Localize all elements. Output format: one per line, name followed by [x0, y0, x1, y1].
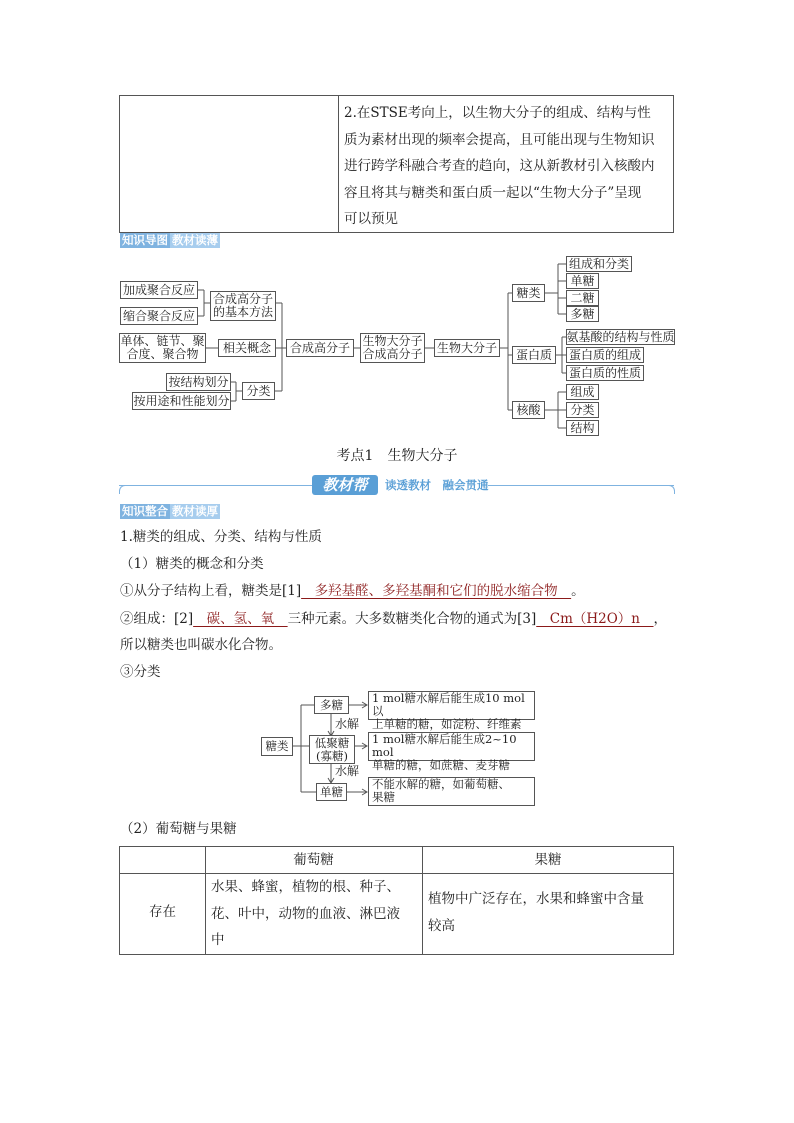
box-line: 合成高分子: [362, 347, 423, 361]
banner-subtitle: 读透教材 融会贯通: [385, 478, 489, 492]
col-header-glucose: 葡萄糖: [293, 852, 334, 868]
paragraph-classification: ③分类: [120, 664, 161, 680]
desc-line: 1 mol糖水解后能生成2~10 mol: [372, 732, 517, 759]
box-line: 低聚糖: [314, 735, 350, 750]
col-header-fructose: 果糖: [534, 852, 562, 868]
glucose-fructose-table: [119, 846, 674, 955]
answer-3: Cm（H2O）n: [536, 611, 654, 627]
polysaccharide-box: 多糖: [314, 696, 349, 714]
text: 三种元素。大多数糖类化合物的通式为[3]: [287, 611, 537, 627]
heading-3: （2）葡萄糖与果糖: [120, 821, 237, 837]
classify-box: 分类: [242, 382, 275, 400]
answer-1: 多羟基醛、多羟基酮和它们的脱水缩合物: [301, 583, 572, 599]
monosaccharide-box: 单糖: [316, 783, 347, 801]
oligosaccharide-desc: [368, 732, 535, 772]
sugar-item: 二糖: [566, 290, 599, 306]
text: ，: [653, 611, 668, 627]
sugar-item: 单糖: [566, 273, 599, 289]
section-title: 考点1 生物大分子: [336, 448, 458, 464]
desc-line: 上单糖的糖，如淀粉、纤维素: [372, 717, 522, 731]
monosaccharide-desc: [368, 777, 535, 806]
banner-title: 教材帮: [312, 475, 378, 495]
box-line: 合成高分子: [212, 292, 273, 306]
cell-line: 2.在STSE考向上，以生物大分子的组成、结构与性: [344, 105, 651, 121]
polysaccharide-desc: [368, 691, 535, 731]
box-line: 合度、聚合物: [126, 347, 199, 361]
cell-line: 较高: [428, 918, 455, 934]
cell-line: 可以预见: [344, 211, 398, 227]
tag-part-a: 知识整合: [122, 504, 168, 518]
protein-item: 蛋白质的组成: [566, 347, 644, 363]
nucleic-item: 分类: [566, 402, 599, 418]
text: 。: [571, 583, 585, 599]
protein-item: 蛋白质的性质: [566, 365, 644, 381]
text: ①从分子结构上看，糖类是[1]: [120, 583, 302, 599]
desc-line: 不能水解的糖，如葡萄糖、: [372, 777, 510, 791]
hydrolysis-label: 水解: [335, 717, 360, 731]
tag-part-b: 教材读薄: [172, 233, 218, 247]
addition-polymerization-box: 加成聚合反应: [120, 281, 198, 299]
heading-2: （1）糖类的概念和分类: [120, 556, 264, 572]
nucleic-item: 结构: [566, 420, 599, 436]
box-line: 的基本方法: [212, 305, 273, 319]
cell-line: 植物中广泛存在，水果和蜂蜜中含量: [428, 891, 644, 907]
sugar-box: 糖类: [512, 284, 545, 302]
condensation-polymerization-box: 缩合聚合反应: [120, 307, 198, 325]
box-line: (寡糖): [316, 748, 348, 763]
cell-line: 水果、蜂蜜，植物的根、种子、: [211, 879, 400, 895]
fructose-cell: [428, 886, 644, 940]
desc-line: 果糖: [372, 790, 395, 804]
desc-line: 单糖的糖，如蔗糖、麦芽糖: [372, 758, 510, 772]
cell-line: 花、叶中，动物的血液、淋巴液: [211, 905, 400, 922]
protein-box: 蛋白质: [512, 346, 556, 364]
cell-line: 进行跨学科融合考查的趋向，这从新教材引入核酸内: [344, 158, 655, 174]
cell-line: 质为素材出现的频率会提高，且可能出现与生物知识: [344, 131, 655, 148]
sugar-class-box: 糖类: [261, 737, 293, 756]
row-label-existence: 存在: [149, 904, 176, 920]
cell-line: 容且将其与糖类和蛋白质一起以“生物大分子”呈现: [344, 184, 642, 201]
related-concepts-box: 相关概念: [218, 339, 276, 357]
text: ②组成：[2]: [120, 611, 194, 627]
sugar-item: 组成和分类: [566, 256, 632, 272]
tag-part-b: 教材读厚: [172, 504, 218, 518]
hydrolysis-label: 水解: [335, 764, 360, 778]
nucleic-item: 组成: [566, 384, 599, 400]
tag-part-a: 知识导图: [122, 233, 168, 247]
sugar-item: 多糖: [566, 306, 599, 322]
synthetic-polymer-box: 合成高分子: [286, 339, 354, 357]
by-structure-box: 按结构划分: [166, 373, 231, 391]
box-line: 单体、链节、聚: [120, 334, 205, 348]
oligosaccharide-box: [309, 735, 355, 764]
protein-item: 氨基酸的结构与性质: [566, 330, 675, 344]
answer-2: 碳、氢、氧: [193, 611, 288, 627]
heading-1: 1.糖类的组成、分类、结构与性质: [120, 529, 322, 545]
paragraph-carbohydrate: 所以糖类也叫碳水化合物。: [120, 637, 282, 653]
cell-line: 中: [211, 932, 225, 948]
box-line: 生物大分子: [362, 334, 423, 348]
nucleic-acid-box: 核酸: [512, 401, 545, 419]
glucose-cell: [211, 874, 400, 954]
desc-line: 1 mol糖水解后能生成10 mol以: [372, 691, 525, 718]
by-use-box: 按用途和性能划分: [133, 394, 230, 408]
biomacromolecule-box: 生物大分子: [434, 339, 500, 357]
